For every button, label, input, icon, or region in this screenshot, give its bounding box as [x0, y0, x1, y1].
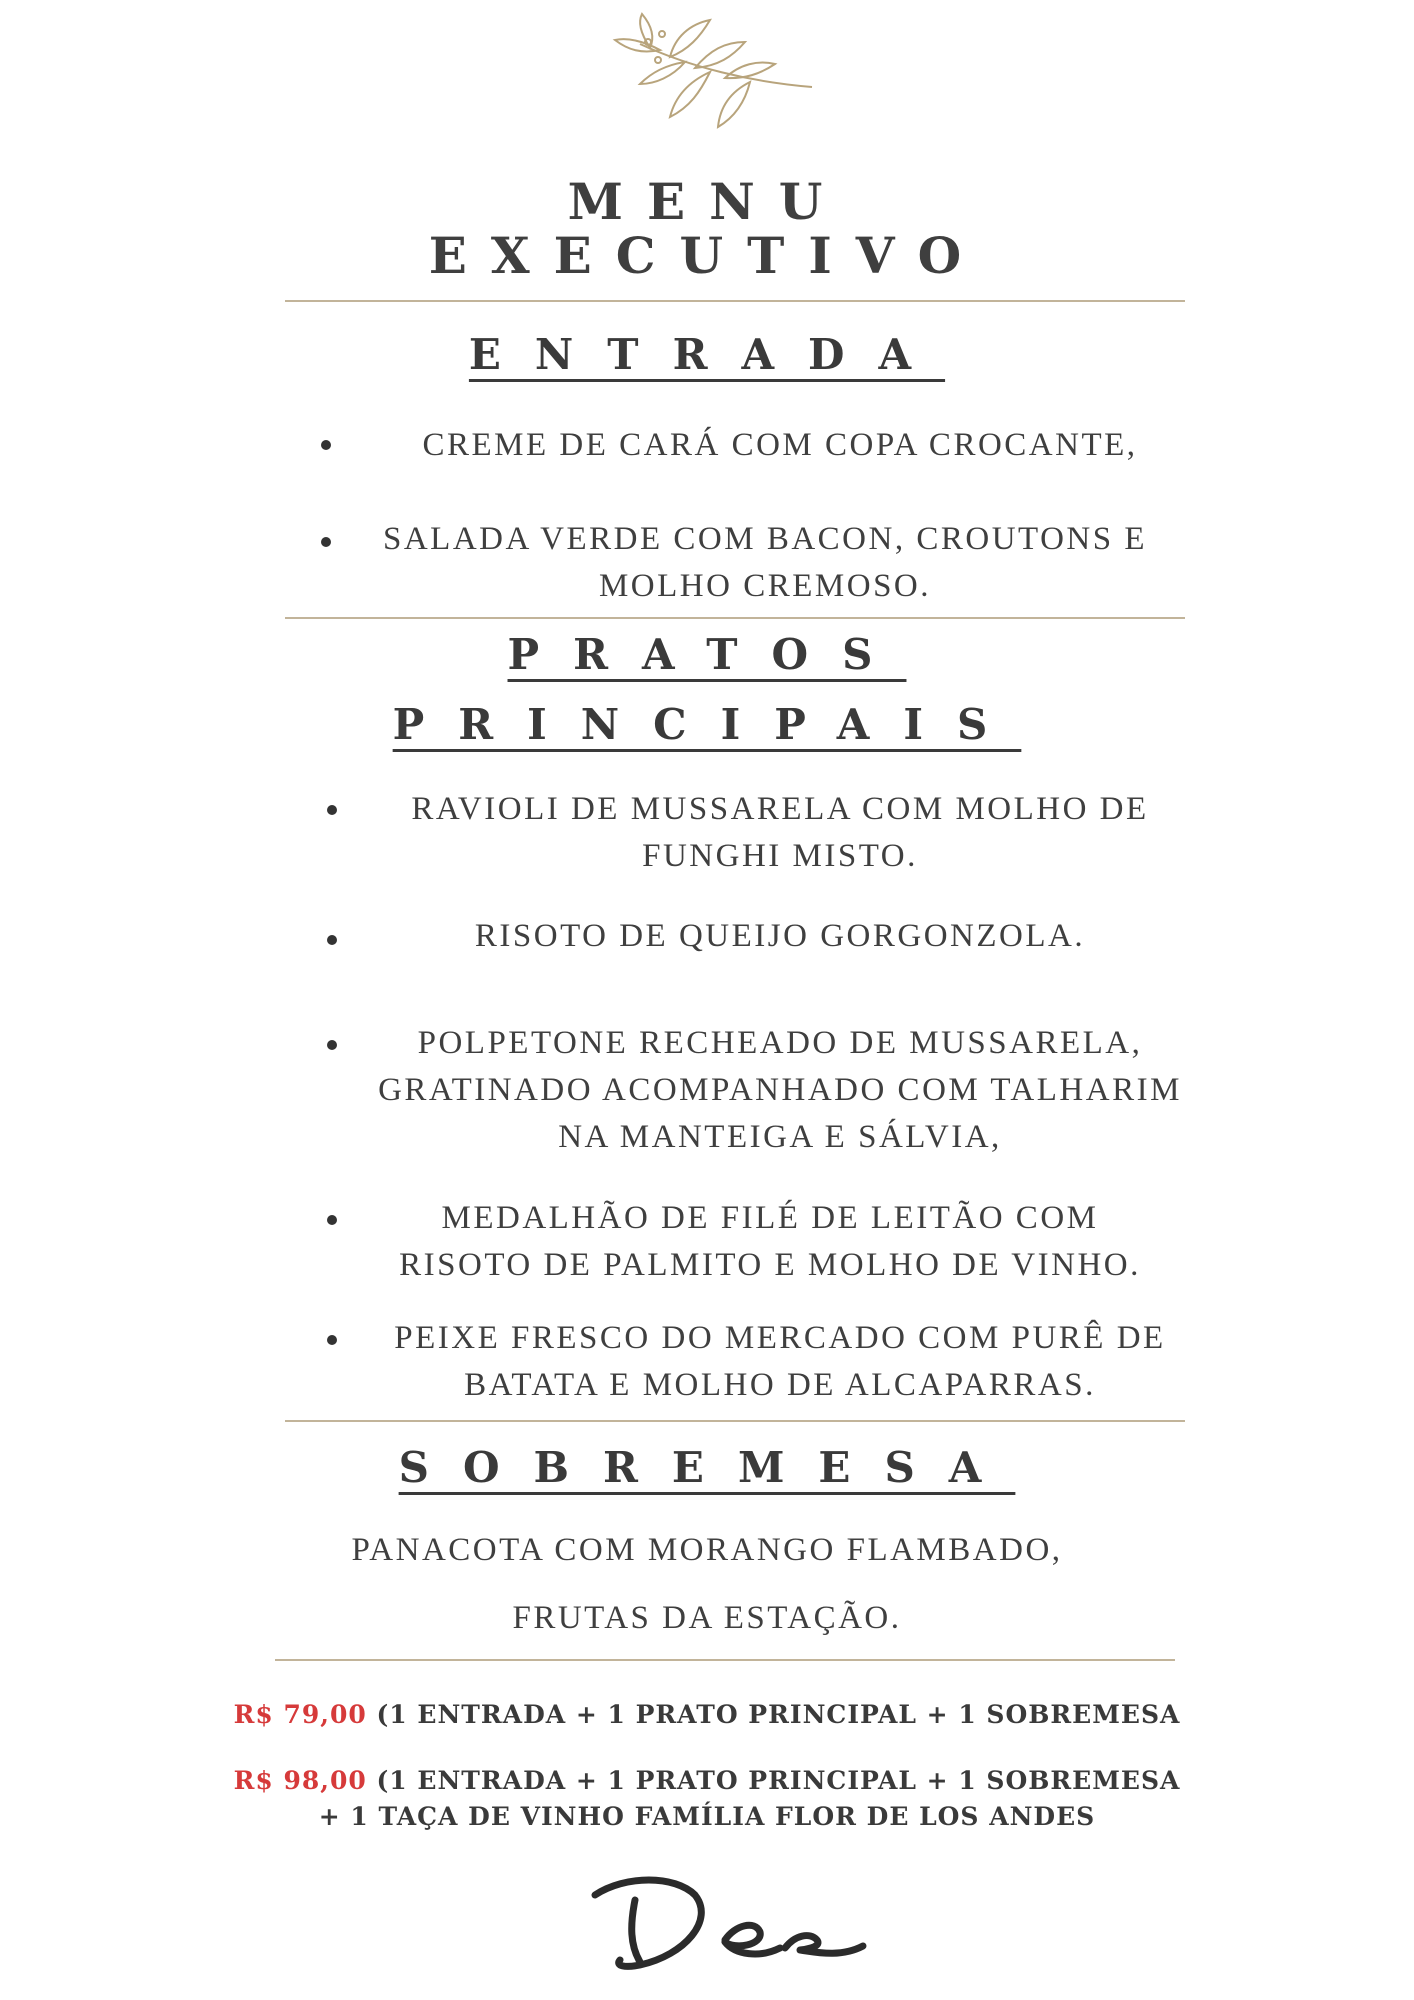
price-amount: R$ 98,00: [233, 1766, 367, 1795]
bullet: [327, 935, 337, 945]
section-title-sobremesa: SOBREMESA: [398, 1443, 1016, 1492]
prato-item: POLPETONE RECHEADO DE MUSSARELA, GRATINADO ACOMPANHADO COM TALHARIM NA MANTEIGA E SÁLVIA,: [378, 1025, 1182, 1155]
divider: [285, 617, 1185, 619]
price-description: (1 ENTRADA + 1 PRATO PRINCIPAL + 1 SOBREMESA: [366, 1766, 1181, 1795]
section-title-entrada: ENTRADA: [468, 330, 946, 379]
price-line-2-continued: + 1 TAÇA DE VINHO FAMÍLIA FLOR DE LOS ANDES: [318, 1802, 1096, 1831]
menu-title-line2: EXECUTIVO: [428, 226, 986, 285]
divider: [275, 1659, 1175, 1661]
signature-logo: [585, 1870, 885, 1980]
sobremesa-item: FRUTAS DA ESTAÇÃO.: [512, 1600, 902, 1636]
entrada-item: CREME DE CARÁ COM COPA CROCANTE,: [422, 427, 1138, 463]
price-amount: R$ 79,00: [233, 1700, 367, 1729]
prato-item: RAVIOLI DE MUSSARELA COM MOLHO DE FUNGHI MISTO.: [411, 791, 1149, 874]
divider: [285, 300, 1185, 302]
prato-item: RISOTO DE QUEIJO GORGONZOLA.: [474, 918, 1086, 954]
prato-item: PEIXE FRESCO DO MERCADO COM PURÊ DE BATATA E MOLHO DE ALCAPARRAS.: [394, 1320, 1166, 1403]
menu-title-line1: MENU: [567, 172, 847, 231]
bullet: [327, 1215, 337, 1225]
section-title-pratos-line2: PRINCIPAIS: [392, 700, 1022, 749]
price-line-2: [0, 1763, 1414, 1799]
price-line-1: [0, 1697, 1414, 1733]
bullet: [327, 1040, 337, 1050]
section-title-pratos-line1: PRATOS: [507, 630, 907, 679]
bullet: [321, 440, 331, 450]
bullet: [327, 805, 337, 815]
entrada-item: SALADA VERDE COM BACON, CROUTONS E MOLHO CREMOSO.: [382, 521, 1148, 604]
price-description: (1 ENTRADA + 1 PRATO PRINCIPAL + 1 SOBREMESA: [366, 1700, 1181, 1729]
bullet: [327, 1335, 337, 1345]
olive-branch-icon: [600, 12, 830, 142]
prato-item: MEDALHÃO DE FILÉ DE LEITÃO COM RISOTO DE PALMITO E MOLHO DE VINHO.: [399, 1200, 1141, 1283]
bullet: [321, 537, 331, 547]
sobremesa-item: PANACOTA COM MORANGO FLAMBADO,: [351, 1532, 1063, 1568]
divider: [285, 1420, 1185, 1422]
